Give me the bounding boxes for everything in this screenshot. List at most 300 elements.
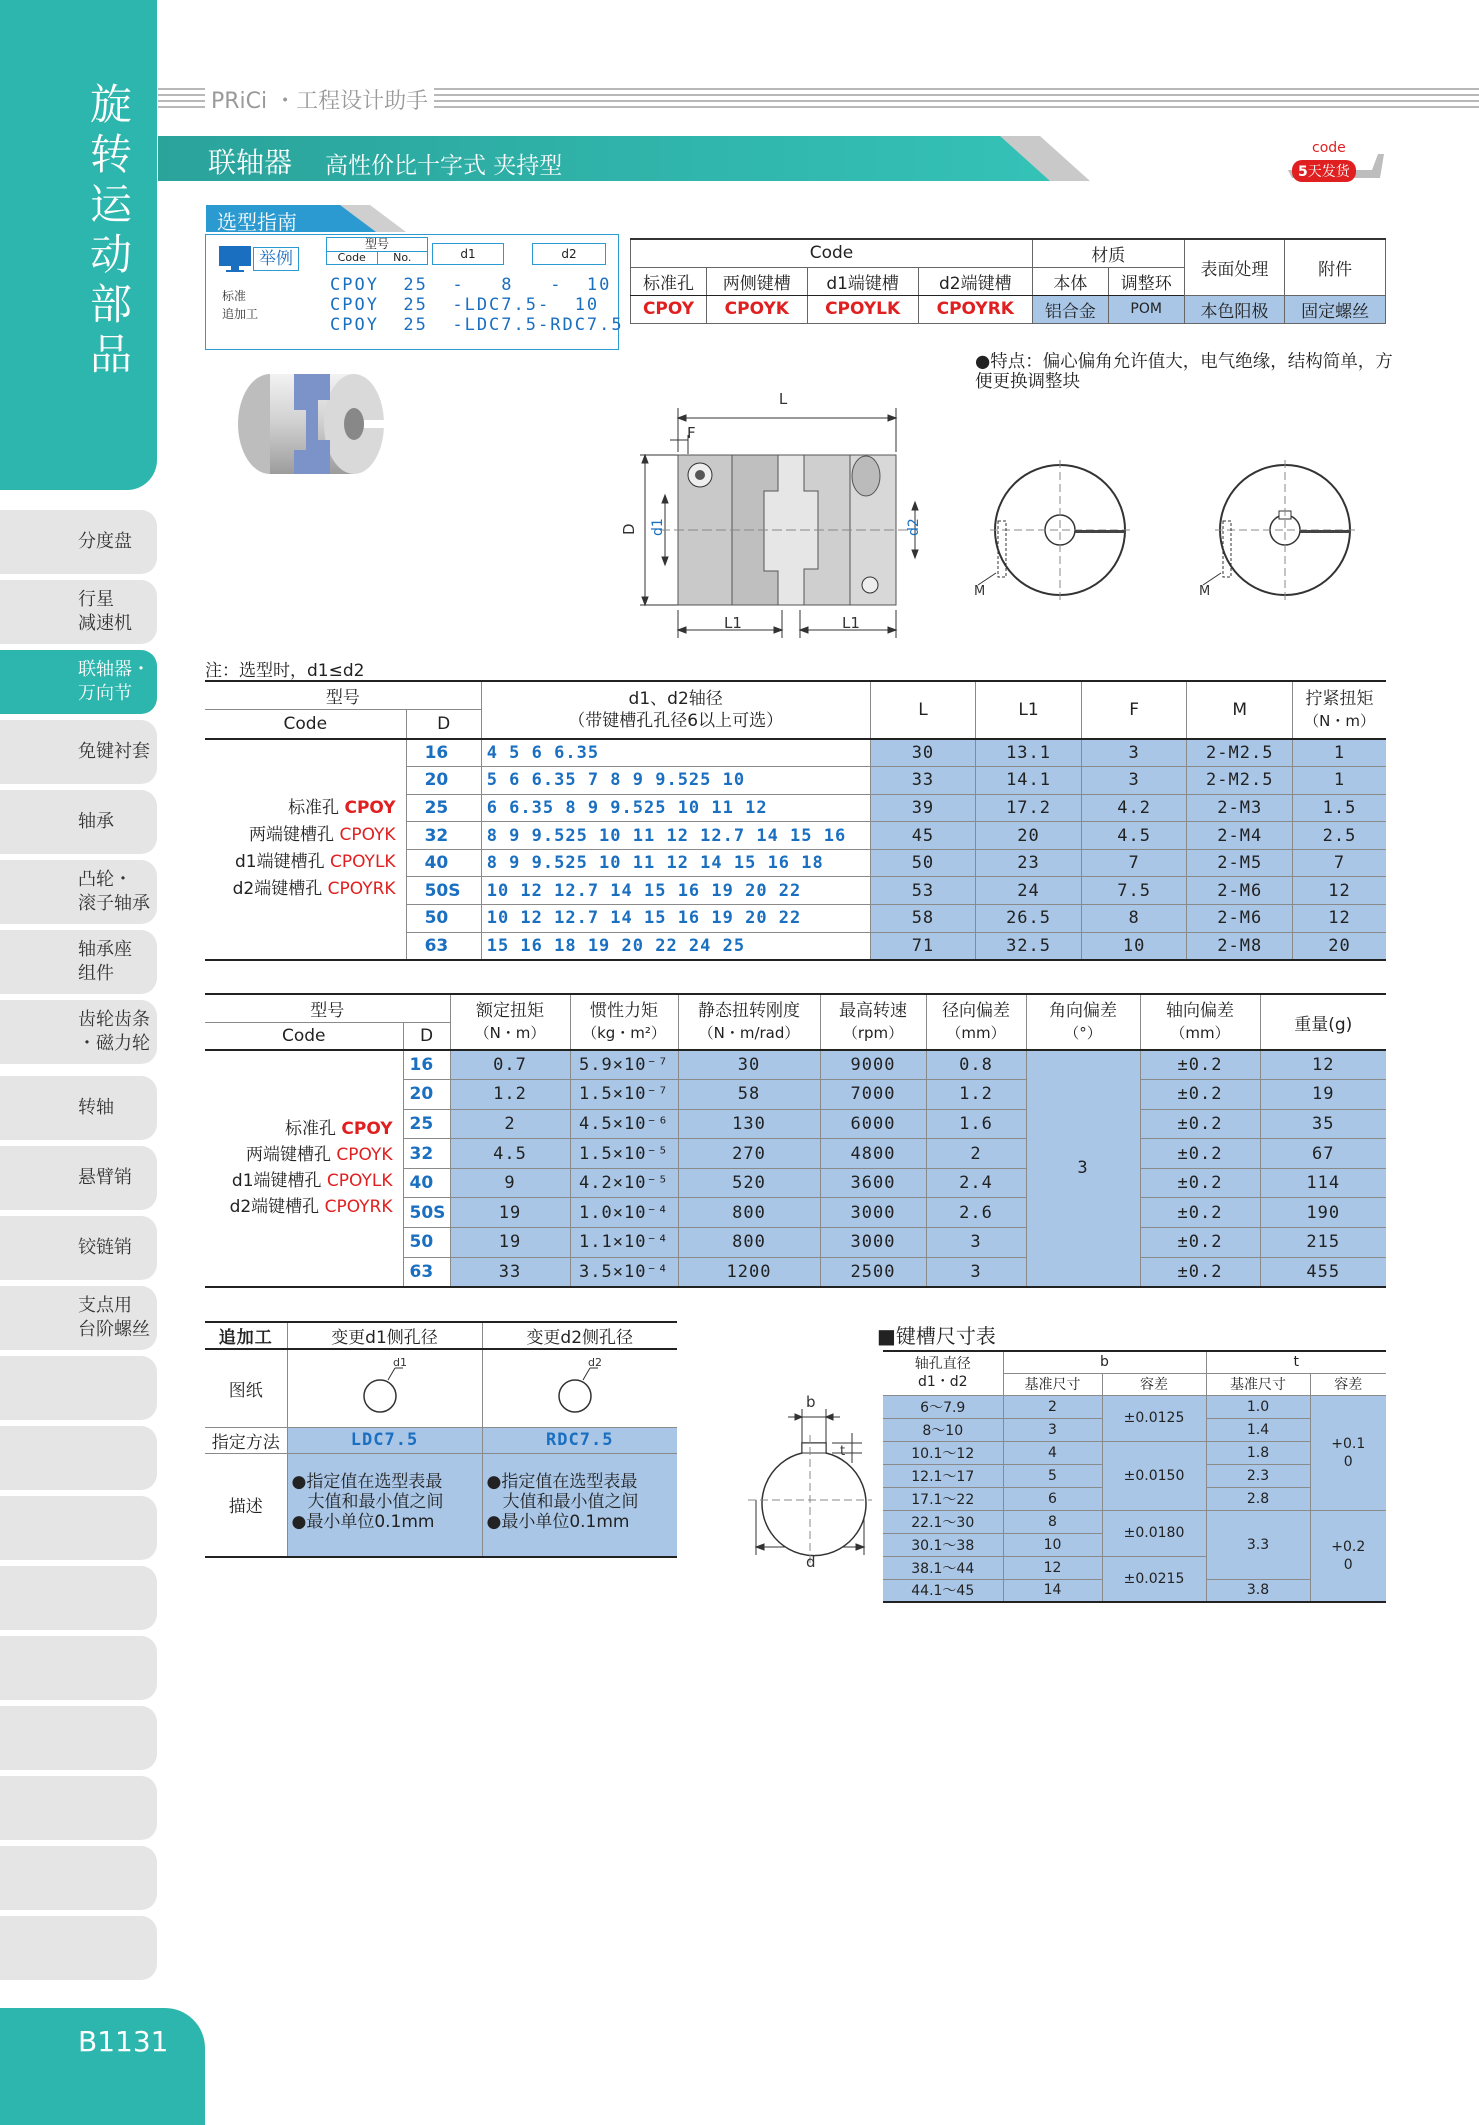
code-header: Code (205, 709, 406, 739)
max-speed-value: 3000 (820, 1228, 926, 1258)
b-value: 10 (1003, 1533, 1102, 1556)
max-speed-value: 7000 (820, 1080, 926, 1110)
radial-value: 3 (926, 1228, 1026, 1258)
code-label-code: CPOYRK (327, 879, 396, 900)
sub-header: 调整环 (1108, 267, 1184, 295)
shaft-values: 8 9 9.525 10 11 12 12.7 14 15 16 (481, 822, 870, 850)
inertia-value: 1.1×10⁻⁴ (570, 1228, 678, 1258)
axial-value: ±0.2 (1140, 1050, 1260, 1080)
sidebar-item[interactable] (0, 510, 157, 574)
sidebar-item[interactable] (0, 650, 157, 714)
max-speed-value: 4800 (820, 1139, 926, 1169)
rated-torque-unit: （N・m） (474, 1024, 546, 1042)
code-label-prefix: d1端键槽孔 (231, 1171, 327, 1192)
sidebar-item-label: 悬臂销 (78, 1167, 132, 1188)
stiffness-value: 520 (678, 1168, 820, 1198)
sidebar-item-label: 轴承座 (78, 939, 132, 960)
sidebar-item-label: 免键衬套 (78, 741, 150, 762)
torque-header-line2: （N・m） (1304, 712, 1375, 730)
code-label-code: CPOYRK (324, 1197, 393, 1218)
code-label-code: CPOYLK (326, 1171, 393, 1192)
label-d2: d2 (906, 518, 922, 536)
b-value: 2 (1003, 1395, 1102, 1418)
table-row (883, 1510, 1386, 1533)
D-value: 32 (403, 1139, 450, 1169)
label-L: L (778, 390, 788, 408)
b-tolerance: ±0.0215 (1102, 1556, 1206, 1602)
inertia-value: 4.2×10⁻⁵ (570, 1168, 678, 1198)
no-header: No. (393, 251, 412, 264)
desc-line: 大值和最小值之间 (307, 1491, 444, 1512)
table-row (205, 739, 1386, 767)
radial-unit: （mm） (946, 1024, 1006, 1042)
performance-table (205, 993, 1386, 1288)
weight-value: 190 (1260, 1198, 1386, 1228)
L1-value: 17.2 (976, 794, 1082, 822)
sidebar-item[interactable] (0, 580, 157, 644)
D-value: 16 (406, 739, 481, 767)
shaft-range: 44.1～45 (883, 1579, 1003, 1602)
code-standard: CPOY (631, 295, 707, 323)
b-tolerance: ±0.0150 (1102, 1441, 1206, 1510)
F-value: 4.5 (1081, 822, 1187, 850)
sidebar-item-label: 行星 (78, 589, 114, 610)
example-line: CPOY 25 -LDC7.5-RDC7.5 (330, 315, 624, 335)
torque-value: 20 (1293, 932, 1386, 960)
sidebar-item[interactable] (0, 860, 157, 924)
sub-header: 两侧键槽 (706, 267, 807, 295)
axial-header (1140, 994, 1260, 1050)
weight-value: 12 (1260, 1050, 1386, 1080)
t-value: 1.0 (1206, 1395, 1310, 1418)
code-header: Code (327, 252, 378, 264)
axial-value: ±0.2 (1140, 1139, 1260, 1169)
code-d2-keyway: CPOYRK (918, 295, 1032, 323)
coupling-end-view-round (970, 455, 1150, 615)
shaft-range: 6～7.9 (883, 1395, 1003, 1418)
inertia-value: 1.5×10⁻⁷ (570, 1080, 678, 1110)
sidebar-item[interactable] (0, 1000, 157, 1064)
keyway-drawing (740, 1395, 880, 1580)
code-label-line (205, 876, 396, 903)
weight-value: 35 (1260, 1109, 1386, 1139)
D-value: 63 (403, 1257, 450, 1287)
shaft-values: 10 12 12.7 14 15 16 19 20 22 (481, 905, 870, 933)
t-value: 2.3 (1206, 1464, 1310, 1487)
axial-value: ±0.2 (1140, 1109, 1260, 1139)
code-both-keyway: CPOYK (706, 295, 807, 323)
D-value: 40 (406, 849, 481, 877)
radial-value: 1.2 (926, 1080, 1026, 1110)
rated-torque-value: 4.5 (450, 1139, 570, 1169)
weight-header: 重量(g) (1260, 994, 1386, 1050)
desc-d1 (287, 1453, 482, 1557)
stiffness-value: 58 (678, 1080, 820, 1110)
M-value: 2-M2.5 (1187, 739, 1293, 767)
sidebar-item-label: 转轴 (78, 1097, 114, 1118)
label-L1-left: L1 (724, 614, 742, 632)
b-tol-header: 容差 (1102, 1373, 1206, 1395)
t-tol-lower: 0 (1343, 1453, 1353, 1470)
L-value: 39 (870, 794, 976, 822)
stiffness-value: 130 (678, 1109, 820, 1139)
b-header: b (1003, 1351, 1206, 1373)
L1-value: 20 (976, 822, 1082, 850)
L1-value: 14.1 (976, 767, 1082, 795)
sidebar-empty-tab (0, 1706, 157, 1770)
guide-title: 选型指南 (217, 210, 297, 234)
torque-value: 12 (1293, 877, 1386, 905)
torque-value: 2.5 (1293, 822, 1386, 850)
code-label-prefix: d2端键槽孔 (229, 1197, 325, 1218)
category-header (0, 0, 157, 490)
sidebar-item-label: 齿轮齿条 (78, 1009, 150, 1030)
extra-process-label: 追加工 (222, 307, 259, 321)
F-value: 10 (1081, 932, 1187, 960)
shaft-range: 12.1～17 (883, 1464, 1003, 1487)
delivery-text: 天发货 (1307, 164, 1350, 180)
L1-header: L1 (976, 681, 1082, 739)
page-number: B1131 (78, 2025, 169, 2058)
D-value: 20 (403, 1080, 450, 1110)
coupling-photo (232, 360, 387, 488)
label-d1: d1 (650, 518, 666, 536)
sidebar-item-label: 滚子轴承 (78, 893, 150, 914)
angular-title: 角向偏差 (1049, 1001, 1117, 1021)
code-label-code: CPOYLK (329, 852, 396, 873)
axial-unit: （mm） (1170, 1024, 1230, 1042)
row-drawing: 图纸 (205, 1349, 287, 1427)
method-d1: LDC7.5 (287, 1427, 482, 1453)
inertia-value: 1.0×10⁻⁴ (570, 1198, 678, 1228)
angular-value: 3 (1026, 1050, 1140, 1287)
sidebar-item[interactable] (0, 720, 157, 784)
weight-value: 67 (1260, 1139, 1386, 1169)
desc-d2 (482, 1453, 677, 1557)
label-t: t (840, 1444, 846, 1459)
t-tol-upper: +0.2 (1331, 1538, 1366, 1555)
code-d1-keyway: CPOYLK (807, 295, 918, 323)
sub-header: 本体 (1032, 267, 1108, 295)
code-label-prefix: d2端键槽孔 (232, 879, 328, 900)
col1-title: 变更d1侧孔径 (287, 1322, 482, 1349)
t-value: 1.4 (1206, 1418, 1310, 1441)
torque-value: 7 (1293, 849, 1386, 877)
M-value: 2-M5 (1187, 849, 1293, 877)
rated-torque-title: 额定扭矩 (476, 1001, 544, 1021)
sidebar-item-label: 铰链销 (78, 1237, 132, 1258)
L-value: 50 (870, 849, 976, 877)
rated-torque-value: 9 (450, 1168, 570, 1198)
t-tolerance (1310, 1395, 1386, 1510)
b-value: 14 (1003, 1579, 1102, 1602)
example-line: CPOY 25 - 8 - 10 (330, 275, 612, 295)
radial-value: 2 (926, 1139, 1026, 1169)
label-M: M (1199, 584, 1211, 599)
stiffness-value: 1200 (678, 1257, 820, 1287)
label-M: M (974, 584, 986, 599)
rated-torque-value: 33 (450, 1257, 570, 1287)
torque-header-line1: 拧紧扭矩 (1305, 689, 1374, 709)
code-label-prefix: d1端键槽孔 (234, 852, 330, 873)
rated-torque-value: 19 (450, 1228, 570, 1258)
L1-value: 26.5 (976, 905, 1082, 933)
D-value: 25 (403, 1109, 450, 1139)
D-value: 50S (406, 877, 481, 905)
sidebar-empty-tab (0, 1636, 157, 1700)
code-label-line (205, 849, 396, 876)
shaft-dia-title: 轴孔直径 (914, 1356, 971, 1373)
shaft-range: 30.1～38 (883, 1533, 1003, 1556)
axial-value: ±0.2 (1140, 1168, 1260, 1198)
label-D: D (620, 523, 638, 535)
axial-value: ±0.2 (1140, 1228, 1260, 1258)
dimension-table (205, 680, 1386, 961)
inertia-value: 5.9×10⁻⁷ (570, 1050, 678, 1080)
desc-line: 大值和最小值之间 (502, 1491, 639, 1512)
sidebar-empty-tab (0, 1916, 157, 1980)
code-badge-label: code (1312, 140, 1346, 156)
d2-hole-icon (550, 1358, 610, 1418)
max-speed-header (820, 994, 926, 1050)
d2-label: d2 (587, 1356, 602, 1370)
shaft-range: 10.1～12 (883, 1441, 1003, 1464)
d2-header-box: d2 (532, 243, 606, 265)
d1-hole-drawing (287, 1349, 482, 1427)
sidebar-item-label: 台阶螺丝 (78, 1319, 150, 1340)
sidebar-item[interactable] (0, 1146, 157, 1210)
row-method: 指定方法 (205, 1427, 287, 1453)
inertia-value: 3.5×10⁻⁴ (570, 1257, 678, 1287)
surface-header: 表面处理 (1184, 239, 1285, 295)
code-label-code: CPOYK (339, 825, 396, 846)
sub-header: d1端键槽 (807, 267, 918, 295)
coupling-side-drawing (620, 390, 922, 640)
sidebar-item-label: 组件 (78, 963, 114, 984)
t-tol-upper: +0.1 (1331, 1435, 1366, 1452)
shaft-values: 15 16 18 19 20 22 24 25 (481, 932, 870, 960)
torque-header (1293, 681, 1386, 739)
D-value: 50S (403, 1198, 450, 1228)
b-tolerance: ±0.0180 (1102, 1510, 1206, 1556)
sidebar-empty-tab (0, 1566, 157, 1630)
shaft-range: 38.1～44 (883, 1556, 1003, 1579)
weight-value: 19 (1260, 1080, 1386, 1110)
F-value: 3 (1081, 767, 1187, 795)
sidebar-empty-tab (0, 1356, 157, 1420)
t-value: 3.8 (1206, 1579, 1310, 1602)
t-tol-header: 容差 (1310, 1373, 1386, 1395)
t-tolerance (1310, 1510, 1386, 1602)
b-value: 4 (1003, 1441, 1102, 1464)
max-speed-title: 最高转速 (839, 1001, 907, 1021)
label-L1-right: L1 (842, 614, 860, 632)
add-logo: 追加工 (205, 1322, 287, 1349)
col2-title: 变更d2侧孔径 (482, 1322, 677, 1349)
code-labels (205, 1050, 403, 1287)
inertia-value: 4.5×10⁻⁶ (570, 1109, 678, 1139)
D-value: 50 (406, 905, 481, 933)
L-value: 58 (870, 905, 976, 933)
page-subtitle: 高性价比十字式 夹持型 (325, 153, 563, 179)
code-label-line (205, 1142, 393, 1168)
L-value: 30 (870, 739, 976, 767)
code-label-prefix: 标准孔 (288, 798, 345, 819)
shaft-dia-sub: d1・d2 (917, 1374, 968, 1391)
weight-value: 455 (1260, 1257, 1386, 1287)
rated-torque-value: 0.7 (450, 1050, 570, 1080)
stiffness-value: 30 (678, 1050, 820, 1080)
sidebar-item-label: 万向节 (78, 683, 132, 704)
axial-title: 轴向偏差 (1166, 1001, 1234, 1021)
max-speed-value: 6000 (820, 1109, 926, 1139)
sidebar-item[interactable] (0, 790, 157, 854)
t-base-header: 基准尺寸 (1206, 1373, 1310, 1395)
L1-value: 23 (976, 849, 1082, 877)
sub-header: 标准孔 (631, 267, 707, 295)
L1-value: 24 (976, 877, 1082, 905)
D-header: D (406, 709, 481, 739)
L-value: 33 (870, 767, 976, 795)
model-header: 型号 (205, 681, 481, 709)
shaft-values: 8 9 9.525 10 11 12 14 15 16 18 (481, 849, 870, 877)
table-row (883, 1395, 1386, 1418)
sidebar-empty-tab (0, 1426, 157, 1490)
code-label-line (205, 1116, 393, 1142)
D-value: 25 (406, 794, 481, 822)
code-label-line (205, 795, 396, 822)
stiffness-unit: （N・m/rad） (698, 1024, 800, 1042)
d1-hole-icon (355, 1358, 415, 1418)
L1-value: 13.1 (976, 739, 1082, 767)
guide-box (205, 234, 624, 350)
b-value: 3 (1003, 1418, 1102, 1441)
code-labels (205, 739, 406, 960)
t-value: 2.8 (1206, 1487, 1310, 1510)
sidebar-item-label: 联轴器・ (78, 659, 150, 680)
model-header: 型号 (205, 994, 450, 1022)
sidebar-item-label: ・磁力轮 (78, 1033, 150, 1054)
sidebar-item-label: 凸轮・ (78, 869, 132, 890)
additional-processing-table (205, 1321, 677, 1558)
max-speed-value: 9000 (820, 1050, 926, 1080)
shaft-values: 6 6.35 8 9 9.525 10 11 12 (481, 794, 870, 822)
sidebar-item[interactable] (0, 1076, 157, 1140)
t-tol-lower: 0 (1343, 1556, 1353, 1573)
torque-value: 1 (1293, 739, 1386, 767)
t-value: 3.3 (1206, 1510, 1310, 1579)
d1-header-box: d1 (432, 243, 504, 265)
code-label-prefix: 两端键槽孔 (245, 1145, 337, 1166)
code-label-prefix: 两端键槽孔 (249, 825, 340, 846)
sidebar-item-label: 减速机 (78, 613, 132, 634)
inertia-value: 1.5×10⁻⁵ (570, 1139, 678, 1169)
shaft-header-line1: d1、d2轴径 (628, 689, 723, 709)
d2-hole-drawing (482, 1349, 677, 1427)
radial-value: 3 (926, 1257, 1026, 1287)
delivery-days: 5 (1298, 164, 1308, 180)
D-value: 16 (403, 1050, 450, 1080)
delivery-badge (1292, 160, 1356, 182)
M-value: 2-M2.5 (1187, 767, 1293, 795)
sidebar-item[interactable] (0, 1286, 157, 1350)
accessory: 固定螺丝 (1285, 295, 1386, 323)
stiffness-value: 800 (678, 1198, 820, 1228)
M-header: M (1187, 681, 1293, 739)
M-value: 2-M6 (1187, 905, 1293, 933)
radial-value: 2.6 (926, 1198, 1026, 1228)
radial-value: 2.4 (926, 1168, 1026, 1198)
F-value: 7 (1081, 849, 1187, 877)
D-value: 32 (406, 822, 481, 850)
b-value: 12 (1003, 1556, 1102, 1579)
example-label-box: 举例 (253, 247, 299, 271)
radial-title: 径向偏差 (942, 1001, 1010, 1021)
model-header: 型号 (327, 238, 427, 252)
angular-header (1026, 994, 1140, 1050)
F-value: 7.5 (1081, 877, 1187, 905)
desc-line: ●指定值在选型表最 (486, 1471, 638, 1492)
torque-value: 12 (1293, 905, 1386, 933)
category-title: 旋转运动部品 (89, 80, 132, 379)
desc-line: ●指定值在选型表最 (291, 1471, 443, 1492)
inertia-unit: （kg・m²） (582, 1024, 666, 1042)
F-value: 4.2 (1081, 794, 1187, 822)
keyway-title: ■键槽尺寸表 (877, 1324, 996, 1348)
L-value: 71 (870, 932, 976, 960)
sidebar-item-label: 分度盘 (78, 531, 132, 552)
sidebar-empty-tab (0, 1846, 157, 1910)
code-material-table (630, 238, 1386, 324)
coupling-end-view-keyway (1195, 455, 1375, 615)
sidebar-item[interactable] (0, 930, 157, 994)
inertia-header (570, 994, 678, 1050)
weight-value: 215 (1260, 1228, 1386, 1258)
code-label-code: CPOY (341, 1119, 393, 1140)
M-value: 2-M8 (1187, 932, 1293, 960)
max-speed-unit: （rpm） (842, 1024, 904, 1042)
material-header: 材质 (1032, 239, 1184, 267)
b-value: 8 (1003, 1510, 1102, 1533)
shaft-range: 22.1～30 (883, 1510, 1003, 1533)
feature-text: ●特点：偏心偏角允许值大，电气绝缘，结构简单，方便更换调整块 (975, 352, 1393, 392)
F-value: 3 (1081, 739, 1187, 767)
shaft-range: 8～10 (883, 1418, 1003, 1441)
weight-value: 114 (1260, 1168, 1386, 1198)
sidebar-empty-tab (0, 1496, 157, 1560)
rated-torque-value: 2 (450, 1109, 570, 1139)
D-value: 50 (403, 1228, 450, 1258)
example-line: CPOY 25 -LDC7.5- 10 (330, 295, 600, 315)
F-value: 8 (1081, 905, 1187, 933)
max-speed-value: 2500 (820, 1257, 926, 1287)
desc-line: ●最小单位0.1mm (291, 1511, 435, 1532)
sidebar-item-label: 轴承 (78, 811, 114, 832)
sidebar-item[interactable] (0, 1216, 157, 1280)
radial-header (926, 994, 1026, 1050)
rated-torque-value: 1.2 (450, 1080, 570, 1110)
stiffness-header (678, 994, 820, 1050)
code-label-line (205, 1168, 393, 1194)
code-header: Code (205, 1022, 403, 1050)
model-header-box (326, 237, 428, 265)
row-desc: 描述 (205, 1453, 287, 1557)
desc-line: ●最小单位0.1mm (486, 1511, 630, 1532)
code-header: Code (631, 239, 1033, 267)
sidebar-item-label: 支点用 (78, 1295, 132, 1316)
axial-value: ±0.2 (1140, 1198, 1260, 1228)
M-value: 2-M3 (1187, 794, 1293, 822)
